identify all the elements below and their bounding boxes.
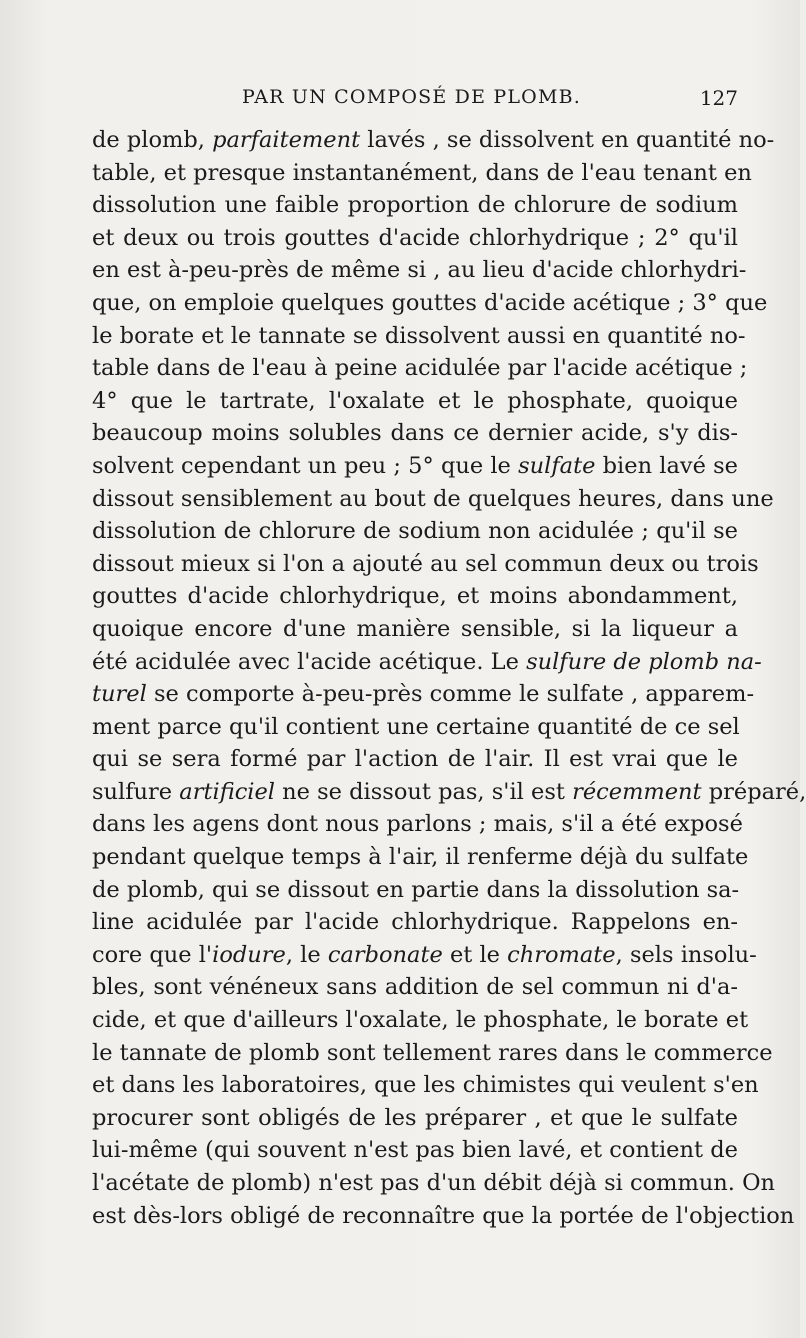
text-line [92,450,738,483]
text-span: sulfure [92,778,180,805]
italic-span: artificiel [179,778,276,805]
text-line [92,1004,749,1037]
text-span: pendant quelque temps à l'air, il renferme déjà du sulfate [92,844,749,871]
text-line [92,417,738,450]
text-line [92,1134,738,1167]
text-line [92,971,738,1004]
text-line [92,352,748,385]
text-span: dissolution une faible proportion de chlorure de sodium [92,192,738,219]
text-line [92,1102,738,1135]
text-span: beaucoup moins solubles dans ce dernier acide, s'y dis- [92,420,738,447]
text-line [92,1069,759,1102]
text-line [92,874,738,907]
text-line [92,222,738,255]
text-line [92,906,738,939]
text-span: bles, sont vénéneux sans addition de sel commun ni d'a- [92,974,738,1001]
text-span: bien lavé se [595,452,738,479]
text-span: table, et presque instantanément, dans de l'eau tenant en [92,159,752,186]
text-line [92,287,768,320]
text-span: ment parce qu'il contient une certaine quantité de ce sel [92,713,740,740]
text-span: et deux ou trois gouttes d'acide chlorhydrique ; 2° qu'il [92,224,738,251]
text-span: de plomb, qui se dissout en partie dans la dissolution sa- [92,876,740,903]
text-span: de plomb, [92,127,213,153]
text-span: dans les agens dont nous parlons ; mais, s'il a été exposé [92,811,743,838]
italic-span: sulfure de plomb na- [526,648,762,675]
text-line [92,1037,773,1070]
text-line [92,157,752,190]
text-line [92,1167,776,1200]
text-span: préparé, [701,778,806,805]
text-line [92,1200,795,1233]
text-span: en est à-peu-près de même si , au lieu d'acide chlorhydri- [92,257,747,284]
text-line [92,124,775,157]
italic-span: turel [92,681,147,708]
text-span: lavés , se dissolvent en quantité no- [360,127,775,153]
italic-span: sulfate [518,452,596,479]
italic-span: chromate [507,941,616,968]
text-line [92,841,749,874]
running-title: PAR UN COMPOSÉ DE PLOMB. [242,86,582,108]
text-span: cide, et que d'ailleurs l'oxalate, le phosphate, le borate et [92,1007,749,1034]
text-span: été acidulée avec l'acide acétique. Le [92,648,527,675]
text-span: procurer sont obligés de les préparer , et que le sulfate [92,1104,738,1131]
text-line [92,939,757,972]
text-span: dissout mieux si l'on a ajouté au sel commun deux ou trois [92,550,759,577]
italic-span: récemment [572,778,702,805]
text-span: le tannate de plomb sont tellement rares dans le commerce [92,1039,773,1066]
body-text [92,124,806,1232]
text-span: dissolution de chlorure de sodium non acidulée ; qu'il se [92,518,738,545]
text-span: dissout sensiblement au bout de quelques heures, dans une [92,485,774,512]
text-span: 4° que le tartrate, l'oxalate et le phosphate, quoique [92,387,738,414]
text-span: le borate et le tannate se dissolvent aussi en quantité no- [92,322,746,349]
text-line [92,580,738,613]
italic-span: parfaitement [212,127,361,153]
text-line [92,646,762,679]
running-head [92,86,738,116]
text-span: core que l' [92,941,213,968]
text-line [92,548,759,581]
text-span: gouttes d'acide chlorhydrique, et moins abondamment, [92,583,738,610]
text-span: est dès-lors obligé de reconnaître que la portée de l'objection [92,1202,795,1229]
text-span: , le [285,941,328,968]
text-span: line acidulée par l'acide chlorhydrique. Rappelons en- [92,909,738,936]
text-span: qui se sera formé par l'action de l'air. Il est vrai que le [92,746,738,773]
text-line [92,320,746,353]
italic-span: iodure [212,941,286,968]
page-number: 127 [699,86,738,110]
text-line [92,515,738,548]
text-span: ne se dissout pas, s'il est [275,778,573,805]
text-span: table dans de l'eau à peine acidulée par l'acide acétique ; [92,355,748,382]
text-span: et dans les laboratoires, que les chimistes qui veulent s'en [92,1072,759,1099]
text-span: que, on emploie quelques gouttes d'acide acétique ; 3° que [92,289,768,316]
text-span: se comporte à-peu-près comme le sulfate , apparem- [146,681,755,708]
text-span: quoique encore d'une manière sensible, si la liqueur a [92,615,738,642]
text-span: et le [442,941,508,968]
text-line [92,613,738,646]
text-line [92,385,738,418]
text-line [92,678,755,711]
text-span: , sels insolu- [615,941,757,968]
text-line [92,776,806,809]
text-line [92,711,738,744]
text-span: lui-même (qui souvent n'est pas bien lavé, et contient de [92,1137,738,1164]
text-span: solvent cependant un peu ; 5° que le [92,452,519,479]
italic-span: carbonate [327,941,443,968]
text-span: l'acétate de plomb) n'est pas d'un débit déjà si commun. On [92,1170,776,1196]
text-line [92,808,743,841]
text-line [92,254,747,287]
text-line [92,743,738,776]
text-line [92,189,738,222]
text-line [92,483,774,516]
